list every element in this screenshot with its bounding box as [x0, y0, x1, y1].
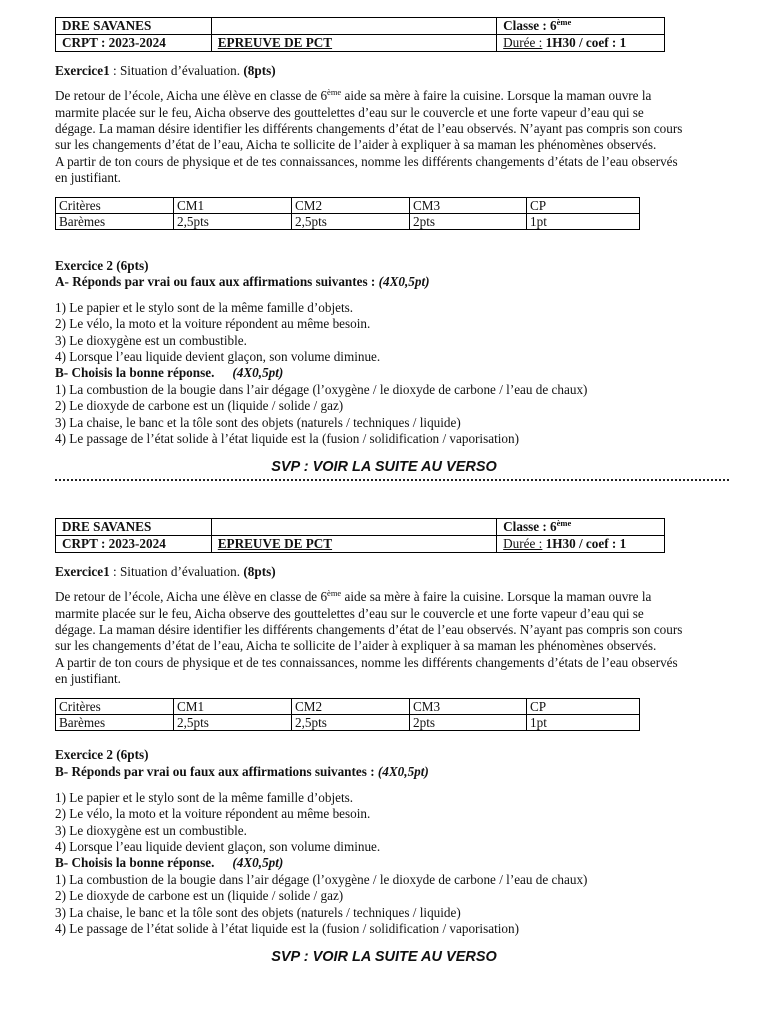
list-item: 1) La combustion de la bougie dans l’air dégage (l’oxygène / le dioxyde de carbone / l’eau de chaux): [55, 382, 588, 397]
criteria-table: [55, 698, 640, 731]
table-row: Barèmes 2,5pts 2,5pts 2pts 1pt: [56, 214, 640, 230]
duree-cell: Durée : 1H30 / coef : 1: [497, 536, 665, 553]
list-item: 2) Le vélo, la moto et la voiture répondent au même besoin.: [55, 806, 371, 821]
criteria-table: [55, 197, 640, 230]
list-item: 2) Le vélo, la moto et la voiture répondent au même besoin.: [55, 316, 371, 331]
duree-cell: Durée : 1H30 / coef : 1: [497, 35, 665, 52]
list-item: 4) Le passage de l’état solide à l’état liquide est la (fusion / solidification / vaporisation): [55, 921, 519, 936]
epreuve-cell: EPREUVE DE PCT: [211, 536, 496, 553]
table-row: Critères CM1 CM2 CM3 CP: [56, 699, 640, 715]
list-item: 3) Le dioxygène est un combustible.: [55, 823, 247, 838]
exercise1-line: dégage. La maman désire identifier les différents changements d’état de l’eau observés. N’ayant pas compris son cours: [55, 121, 683, 136]
list-item: 1) La combustion de la bougie dans l’air dégage (l’oxygène / le dioxyde de carbone / l’eau de chaux): [55, 872, 588, 887]
part-b-heading: B- Choisis la bonne réponse. (4X0,5pt): [55, 365, 284, 380]
list-item: 1) Le papier et le stylo sont de la même famille d’objets.: [55, 300, 354, 315]
list-item: 4) Lorsque l’eau liquide devient glaçon, son volume diminue.: [55, 349, 381, 364]
list-item: 4) Lorsque l’eau liquide devient glaçon, son volume diminue.: [55, 839, 381, 854]
exercise1-line: en justifiant.: [55, 170, 121, 185]
exercise1-line: marmite placée sur le feu, Aicha observe des gouttelettes d’eau sur le couvercle et une forte vapeur d’eau qui se: [55, 105, 644, 120]
part-a-heading: A- Réponds par vrai ou faux aux affirmations suivantes : (4X0,5pt): [55, 274, 430, 289]
exercise1-line: sur les changements d’état de l’eau, Aicha te sollicite de l’aider à expliquer à sa maman les phénomènes observés.: [55, 137, 657, 152]
exercise1-line: De retour de l’école, Aicha une élève en classe de 6ème aide sa mère à faire la cuisine. Lorsque la maman ouvre la: [55, 588, 652, 604]
empty-cell: [211, 18, 496, 35]
classe-cell: Classe : 6ème: [497, 519, 665, 536]
exercise1-heading: Exercice1 : Situation d’évaluation. (8pts): [55, 63, 276, 78]
exercise1-heading: Exercice1 : Situation d’évaluation. (8pts): [55, 564, 276, 579]
table-row: Critères CM1 CM2 CM3 CP: [56, 198, 640, 214]
dotted-separator: [55, 479, 729, 481]
dre-cell: DRE SAVANES: [56, 18, 212, 35]
dre-cell: DRE SAVANES: [56, 519, 212, 536]
part-a-heading: B- Réponds par vrai ou faux aux affirmations suivantes : (4X0,5pt): [55, 764, 429, 779]
exercise1-line: marmite placée sur le feu, Aicha observe des gouttelettes d’eau sur le couvercle et une forte vapeur d’eau qui se: [55, 606, 644, 621]
crpt-cell: CRPT : 2023-2024: [56, 536, 212, 553]
crpt-cell: CRPT : 2023-2024: [56, 35, 212, 52]
exercise1-line: dégage. La maman désire identifier les différents changements d’état de l’eau observés. N’ayant pas compris son cours: [55, 622, 683, 637]
exercise2-heading: Exercice 2 (6pts): [55, 747, 149, 762]
list-item: 4) Le passage de l’état solide à l’état liquide est la (fusion / solidification / vaporisation): [55, 431, 519, 446]
part-b-heading: B- Choisis la bonne réponse. (4X0,5pt): [55, 855, 284, 870]
exercise1-line: A partir de ton cours de physique et de tes connaissances, nomme les différents changements d’états de l’eau observés: [55, 154, 678, 169]
exercise1-line: De retour de l’école, Aicha une élève en classe de 6ème aide sa mère à faire la cuisine. Lorsque la maman ouvre la: [55, 87, 652, 103]
list-item: 3) Le dioxygène est un combustible.: [55, 333, 247, 348]
list-item: 3) La chaise, le banc et la tôle sont des objets (naturels / techniques / liquide): [55, 905, 461, 920]
table-row: Barèmes 2,5pts 2,5pts 2pts 1pt: [56, 715, 640, 731]
exercise1-line: A partir de ton cours de physique et de tes connaissances, nomme les différents changements d’états de l’eau observés: [55, 655, 678, 670]
empty-cell: [211, 519, 496, 536]
classe-cell: Classe : 6ème: [497, 18, 665, 35]
list-item: 3) La chaise, le banc et la tôle sont des objets (naturels / techniques / liquide): [55, 415, 461, 430]
exercise1-line: en justifiant.: [55, 671, 121, 686]
header-table: [55, 17, 665, 52]
exercise1-line: sur les changements d’état de l’eau, Aicha te sollicite de l’aider à expliquer à sa maman les phénomènes observés.: [55, 638, 657, 653]
header-table: [55, 518, 665, 553]
epreuve-cell: EPREUVE DE PCT: [211, 35, 496, 52]
list-item: 2) Le dioxyde de carbone est un (liquide / solide / gaz): [55, 398, 344, 413]
svp-notice: SVP : VOIR LA SUITE AU VERSO: [271, 949, 497, 965]
list-item: 1) Le papier et le stylo sont de la même famille d’objets.: [55, 790, 354, 805]
list-item: 2) Le dioxyde de carbone est un (liquide / solide / gaz): [55, 888, 344, 903]
exercise2-heading: Exercice 2 (6pts): [55, 258, 149, 273]
svp-notice: SVP : VOIR LA SUITE AU VERSO: [271, 459, 497, 475]
